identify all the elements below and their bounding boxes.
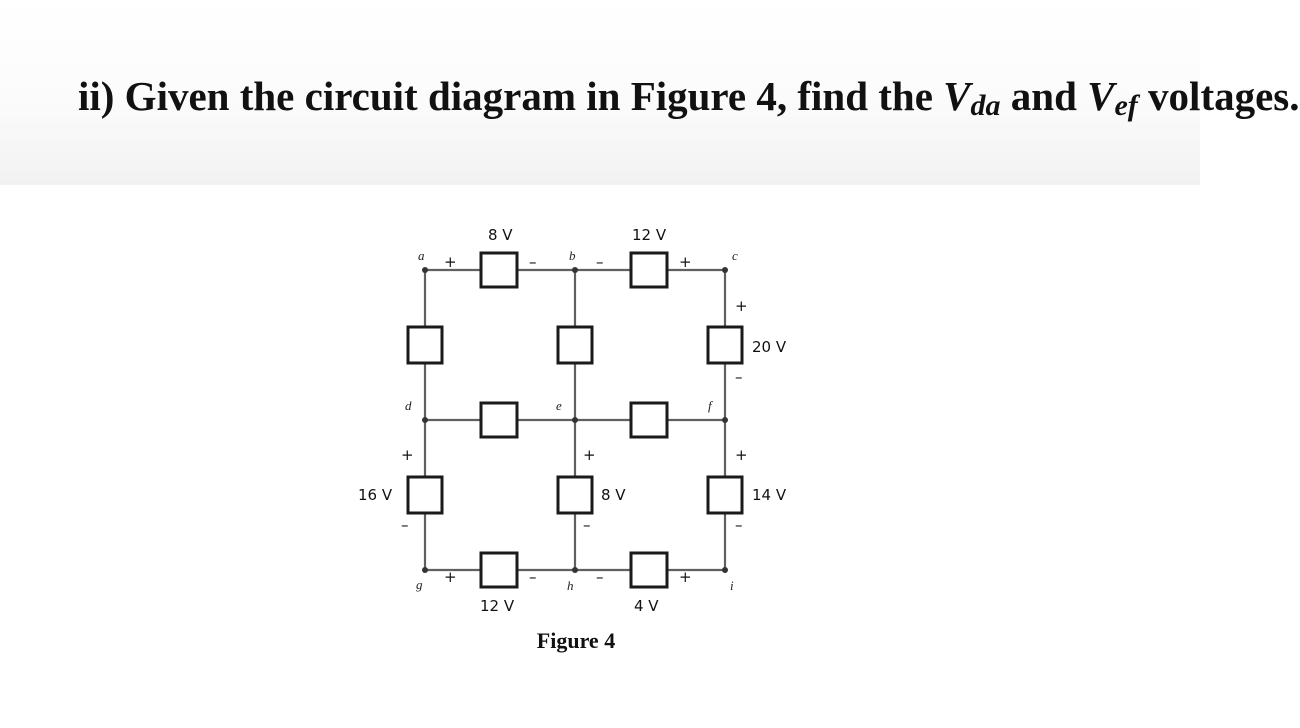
question-suffix: voltages. xyxy=(1137,73,1300,119)
figure-caption: Figure 4 xyxy=(536,628,616,653)
question-mid: and xyxy=(1000,73,1088,119)
plus-sign-gh: + xyxy=(444,568,457,586)
node-label-h: h xyxy=(567,578,574,593)
minus-sign-cf: – xyxy=(735,368,743,386)
node-label-e: e xyxy=(556,398,562,413)
voltage-label-bc: 12 V xyxy=(632,226,667,244)
element-fi xyxy=(708,477,742,513)
element-eh xyxy=(558,477,592,513)
plus-sign-fi: + xyxy=(735,446,748,464)
node-dot-h xyxy=(572,567,578,573)
element-gh xyxy=(481,553,517,587)
element-dg xyxy=(408,477,442,513)
minus-sign-bc: – xyxy=(596,253,604,271)
minus-sign-hi: – xyxy=(596,568,604,586)
minus-sign-eh: – xyxy=(583,516,591,534)
node-dot-d xyxy=(422,417,428,423)
node-label-d: d xyxy=(405,398,412,413)
voltage-symbol-ef: $V_{ef}$ xyxy=(1087,73,1138,122)
element-hi xyxy=(631,553,667,587)
plus-sign-dg: + xyxy=(401,446,414,464)
node-dot-e xyxy=(572,417,578,423)
node-label-f: f xyxy=(708,398,712,413)
question-prefix: ii) Given the circuit diagram in Figure 4, find the xyxy=(78,73,944,119)
element-ab xyxy=(481,253,517,287)
voltage-label-eh: 8 V xyxy=(601,486,626,504)
voltage-label-gh: 12 V xyxy=(480,597,515,615)
element-be xyxy=(558,327,592,363)
node-dot-f xyxy=(722,417,728,423)
plus-sign-bc: + xyxy=(679,253,692,271)
node-label-c: c xyxy=(732,248,738,263)
element-bc xyxy=(631,253,667,287)
minus-sign-gh: – xyxy=(529,568,537,586)
node-label-b: b xyxy=(569,248,576,263)
voltage-label-dg: 16 V xyxy=(358,486,393,504)
voltage-symbol-da: $V_{da}$ xyxy=(943,73,1001,122)
plus-sign-eh: + xyxy=(583,446,596,464)
node-dot-c xyxy=(722,267,728,273)
element-ef xyxy=(631,403,667,437)
minus-sign-ab: – xyxy=(529,253,537,271)
voltage-label-fi: 14 V xyxy=(752,486,787,504)
element-ad xyxy=(408,327,442,363)
node-dot-i xyxy=(722,567,728,573)
voltage-label-ab: 8 V xyxy=(488,226,513,244)
node-label-a: a xyxy=(418,248,425,263)
node-dot-a xyxy=(422,267,428,273)
node-dot-b xyxy=(572,267,578,273)
element-cf xyxy=(708,327,742,363)
plus-sign-cf: + xyxy=(735,297,748,315)
minus-sign-fi: – xyxy=(735,516,743,534)
plus-sign-ab: + xyxy=(444,253,457,271)
minus-sign-dg: – xyxy=(401,516,409,534)
element-de xyxy=(481,403,517,437)
plus-sign-hi: + xyxy=(679,568,692,586)
node-dot-g xyxy=(422,567,428,573)
node-label-g: g xyxy=(416,577,423,592)
node-label-i: i xyxy=(730,578,734,593)
voltage-label-hi: 4 V xyxy=(634,597,659,615)
voltage-label-cf: 20 V xyxy=(752,338,787,356)
